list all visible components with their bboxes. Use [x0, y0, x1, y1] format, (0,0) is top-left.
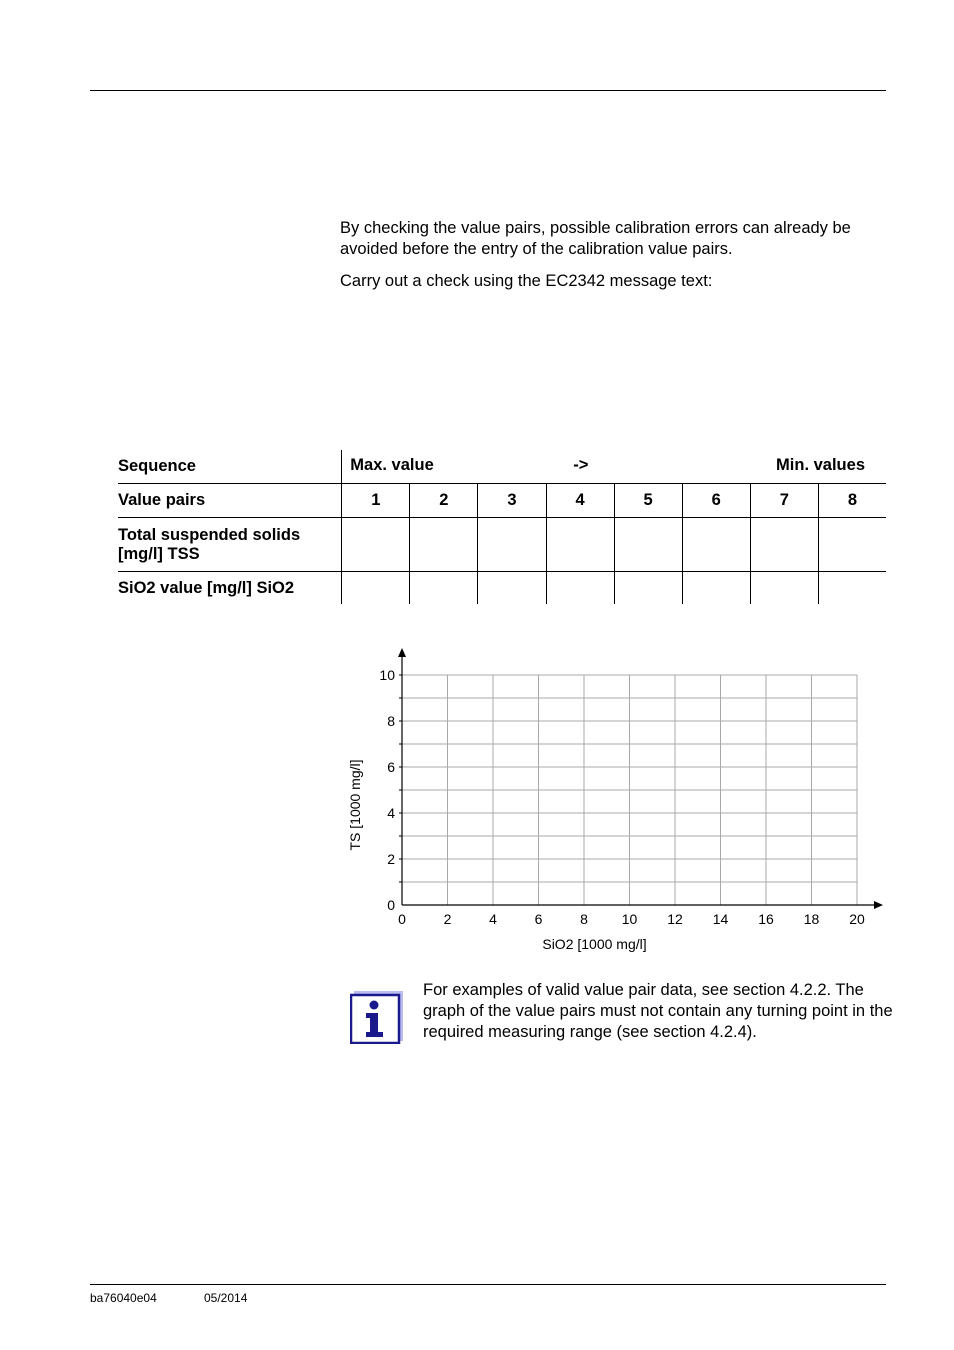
min-values-label: Min. values — [776, 456, 865, 474]
value-pairs-label: Value pairs — [118, 484, 342, 518]
x-tick-label: 8 — [580, 911, 588, 927]
header-rule — [90, 90, 886, 91]
sio2-cell — [478, 572, 546, 605]
sio2-cell — [410, 572, 478, 605]
x-axis-arrow-icon — [874, 901, 883, 909]
pair-number: 3 — [478, 484, 546, 518]
sequence-arrow: -> — [573, 456, 589, 474]
tss-cell — [546, 518, 614, 572]
tss-cell — [682, 518, 750, 572]
info-icon — [350, 990, 404, 1044]
pair-number: 8 — [818, 484, 886, 518]
pair-number: 1 — [342, 484, 410, 518]
x-tick-label: 18 — [803, 911, 820, 927]
sio2-cell — [614, 572, 682, 605]
sio2-cell — [342, 572, 410, 605]
sio2-row-label: SiO2 value [mg/l] SiO2 — [118, 578, 295, 597]
y-tick-label: 6 — [387, 759, 395, 775]
chart-tick-labels — [379, 667, 865, 927]
tss-cell — [478, 518, 546, 572]
y-tick-label: 2 — [387, 851, 395, 867]
pair-number: 2 — [410, 484, 478, 518]
footer-doc-id: ba76040e04 — [90, 1291, 157, 1305]
y-axis-label: TS [1000 mg/l] — [347, 759, 363, 851]
x-tick-label: 2 — [443, 911, 452, 927]
chart-axes — [398, 648, 883, 909]
footer-rule — [90, 1284, 886, 1285]
tss-cell — [410, 518, 478, 572]
tss-row-label: Total suspended solids [mg/l] TSS — [118, 518, 342, 572]
x-tick-label: 0 — [398, 911, 406, 927]
x-tick-label: 16 — [758, 911, 774, 927]
y-tick-label: 8 — [387, 713, 395, 729]
x-tick-label: 12 — [667, 911, 683, 927]
pair-number: 7 — [750, 484, 818, 518]
calibration-chart — [330, 640, 890, 960]
intro-paragraph-1: By checking the value pairs, possible calibration errors can already be avoided before the entry of the calibration value pairs. — [340, 219, 851, 258]
pair-number: 5 — [614, 484, 682, 518]
sio2-cell — [546, 572, 614, 605]
footer-date: 05/2014 — [204, 1291, 248, 1305]
tss-cell — [614, 518, 682, 572]
y-axis-arrow-icon — [398, 648, 406, 657]
x-tick-label: 14 — [712, 911, 729, 927]
x-tick-label: 6 — [534, 911, 543, 927]
sequence-header — [342, 450, 886, 484]
pair-number: 6 — [682, 484, 750, 518]
x-tick-label: 20 — [849, 911, 865, 927]
y-tick-label: 4 — [387, 805, 395, 821]
x-tick-label: 10 — [621, 911, 638, 927]
x-tick-label: 4 — [489, 911, 497, 927]
pair-number: 4 — [546, 484, 614, 518]
y-tick-label: 10 — [379, 667, 395, 683]
sio2-cell — [682, 572, 750, 605]
sequence-label: Sequence — [118, 450, 342, 484]
table-row — [118, 484, 886, 518]
chart-grid — [402, 675, 857, 905]
y-tick-label: 0 — [387, 897, 395, 913]
tss-cell — [342, 518, 410, 572]
table-row — [118, 450, 886, 484]
max-value-label: Max. value — [350, 456, 434, 474]
tss-cell — [750, 518, 818, 572]
sio2-cell — [818, 572, 886, 605]
x-axis-label: SiO2 [1000 mg/l] — [542, 936, 647, 952]
sio2-cell — [750, 572, 818, 605]
value-pairs-table — [118, 450, 886, 604]
intro-paragraph-2: Carry out a check using the EC2342 message text: — [340, 272, 713, 290]
tss-cell — [818, 518, 886, 572]
table-row — [118, 518, 886, 572]
info-text: For examples of valid value pair data, see section 4.2.2. The graph of the value pairs must not contain any turning point in the required measuring range (see section 4.2.4). — [423, 981, 893, 1041]
table-row — [118, 572, 886, 605]
